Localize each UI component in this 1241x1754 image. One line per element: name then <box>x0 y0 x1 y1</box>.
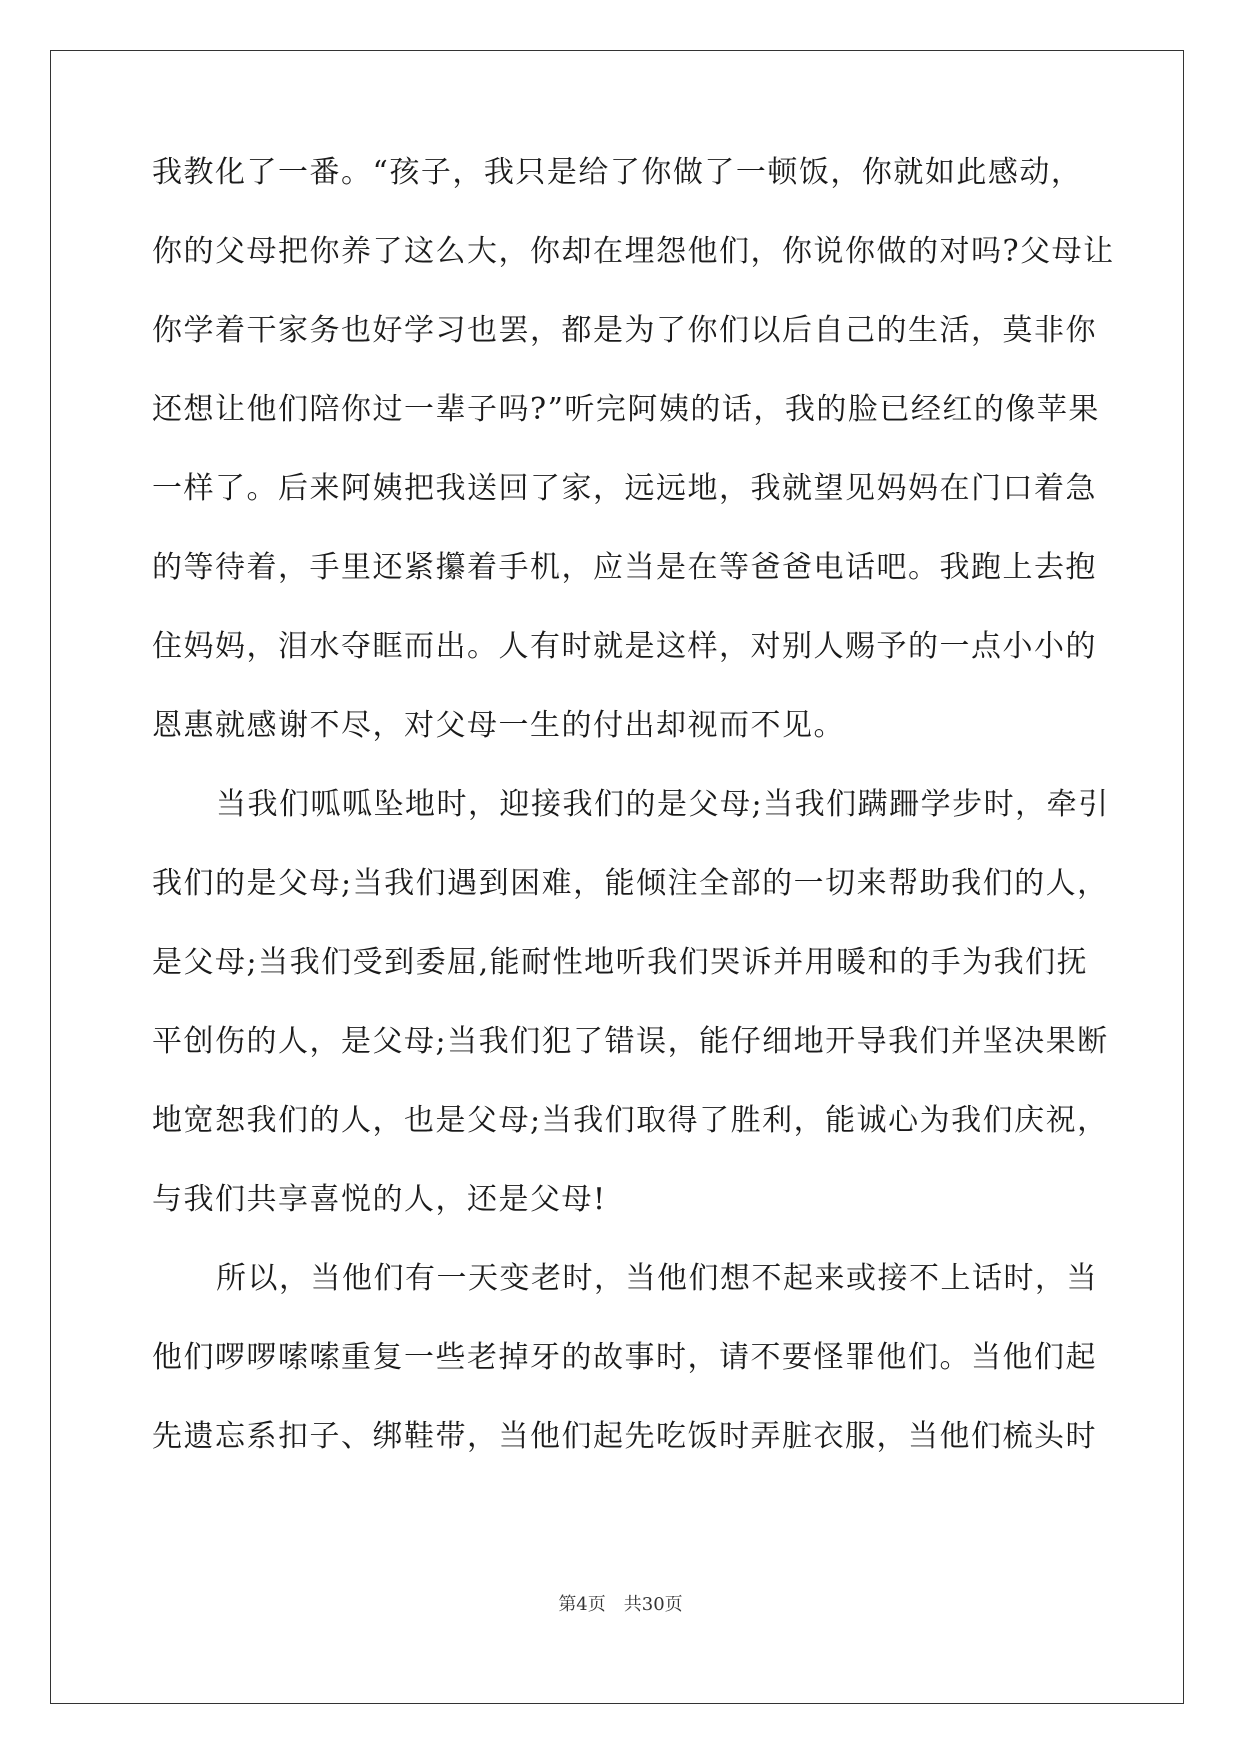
text-line: 当我们呱呱坠地时，迎接我们的是父母;当我们蹒跚学步时，牵引 <box>216 787 1110 822</box>
text-line: 你的父母把你养了这么大，你却在埋怨他们，你说你做的对吗?父母让 <box>152 234 1115 269</box>
text-line: 我们的是父母;当我们遇到困难，能倾注全部的一切来帮助我们的人， <box>152 866 1109 901</box>
text-line: 他们啰啰嗦嗦重复一些老掉牙的故事时，请不要怪罪他们。当他们起 <box>152 1340 1097 1375</box>
text-line: 我教化了一番。“孩子，我只是给了你做了一顿饭，你就如此感动， <box>152 155 1083 190</box>
page-number: 第4页 共30页 <box>558 1594 683 1615</box>
text-line: 住妈妈，泪水夺眶而出。人有时就是这样，对别人赐予的一点小小的 <box>152 629 1097 664</box>
text-line: 恩惠就感谢不尽，对父母一生的付出却视而不见。 <box>152 708 845 743</box>
text-line: 地宽恕我们的人，也是父母;当我们取得了胜利，能诚心为我们庆祝， <box>152 1103 1109 1138</box>
text-line: 所以，当他们有一天变老时，当他们想不起来或接不上话时，当 <box>216 1261 1098 1296</box>
text-line: 是父母;当我们受到委屈,能耐性地听我们哭诉并用暖和的手为我们抚 <box>152 945 1089 980</box>
document-body <box>152 155 1115 1498</box>
text-line: 一样了。后来阿姨把我送回了家，远远地，我就望见妈妈在门口着急 <box>152 471 1097 506</box>
text-line: 你学着干家务也好学习也罢，都是为了你们以后自己的生活，莫非你 <box>152 313 1097 348</box>
text-line: 还想让他们陪你过一辈子吗?”听完阿姨的话，我的脸已经红的像苹果 <box>152 392 1100 427</box>
text-line: 先遗忘系扣子、绑鞋带，当他们起先吃饭时弄脏衣服，当他们梳头时 <box>152 1419 1097 1454</box>
text-line: 平创伤的人，是父母;当我们犯了错误，能仔细地开导我们并坚决果断 <box>152 1024 1109 1059</box>
text-line: 的等待着，手里还紧攥着手机，应当是在等爸爸电话吧。我跑上去抱 <box>152 550 1097 585</box>
text-line: 与我们共享喜悦的人，还是父母! <box>152 1182 607 1217</box>
